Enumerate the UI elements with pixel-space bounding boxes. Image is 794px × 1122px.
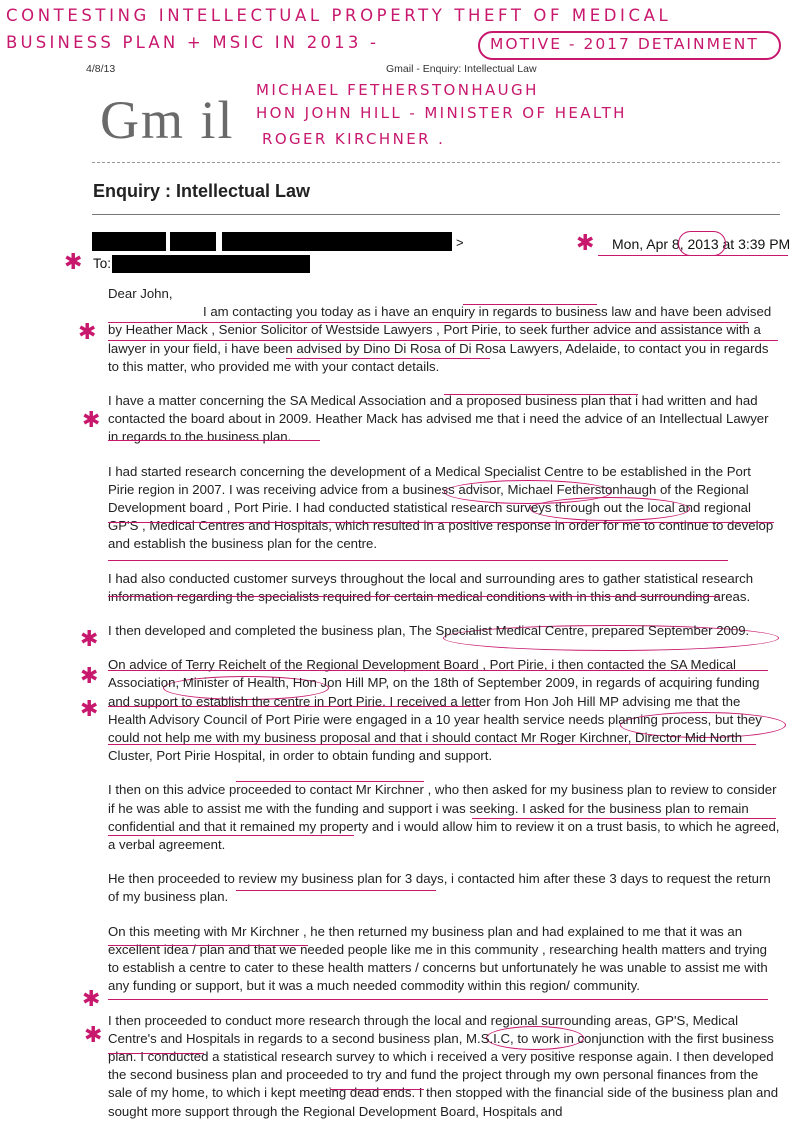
print-page-title: Gmail - Enquiry: Intellectual Law [386, 63, 537, 75]
underline-trust [472, 818, 776, 819]
underline-business-plan [444, 394, 638, 395]
body-paragraph: I have a matter concerning the SA Medical Association and a proposed business plan that i had written and had contacted the board about in 2009. Heather Mack has advised me that i need the advice of an Intellectual Lawyer in regards to the business plan. [108, 393, 769, 445]
handwritten-name-3: ROGER KIRCHNER . [262, 130, 446, 148]
body-paragraph: I then proceeded to conduct more research through the local and regional surrounding areas, GP'S, Medical Centre's and Hospitals in regards to a second business plan, M.S.I.C, to work in conjunction with the first business plan. I conducted a statistical research survey to which i received a very positive response again. I then developed the second business plan and proceeded to try and fund the project through my own personal finances from the sale of my home, to which i kept meeting dead ends. I then stopped with the financial side of the business plan and sought more support through the Regional Development Board, Hospitals and [108, 1012, 779, 1119]
underline-review [236, 890, 436, 891]
ink-star-date: ✱ [576, 231, 595, 256]
date-underline [598, 255, 788, 256]
handwritten-motive-note: MOTIVE - 2017 DETAINMENT [490, 35, 759, 53]
underline-regional-board [108, 522, 774, 523]
underline-meeting [108, 945, 308, 946]
handwritten-name-1: MICHAEL FETHERSTONHAUGH [256, 81, 539, 99]
email-subject: Enquiry : Intellectual Law [93, 181, 311, 201]
ink-star-para10: ✱ [84, 1023, 103, 1048]
redacted-recipient [112, 255, 310, 273]
sender-bracket: > [456, 235, 464, 250]
underline-heather-mack [108, 322, 748, 323]
to-label: To: [93, 256, 112, 271]
header-divider [92, 162, 780, 163]
motive-circle [478, 31, 781, 60]
body-paragraph: He then proceeded to review my business plan for 3 days, i contacted him after these 3 days to request the return of my business plan. [108, 871, 771, 905]
body-paragraph: On this meeting with Mr Kirchner , he then returned my business plan and had explained to me that it was an excellent idea / plan and that we needed people like me in this community , researching health matters and trying to establish a centre to cater to these health matters / concerns but unfortunately he was unable to assist me with any funding or support, but it was a much needed commodity within this region/ community. [108, 923, 768, 994]
body-paragraph: I then developed and completed the business plan, The Specialist Medical Centre, prepared September 2009. [108, 623, 750, 639]
gmail-logo: Gm il [100, 90, 235, 150]
body-paragraph: I then on this advice proceeded to contact Mr Kirchner , who then asked for my business plan to review to consider if he was able to assist me with the funding and support i was seeking. I asked for the business plan to remain confidential and that it remained my property and i would allow him to review it on a trust basis, to which he agreed, a verbal agreement. [108, 782, 780, 853]
redacted-sender-first [92, 232, 166, 251]
underline-research [108, 596, 720, 597]
underline-unable [108, 999, 768, 1000]
underline-director [108, 744, 756, 745]
underline-surveys [108, 560, 728, 561]
underline-di-rosa [108, 340, 778, 341]
underline-contact-details [286, 358, 490, 359]
redacted-sender-email [222, 232, 452, 251]
ink-star-para9: ✱ [82, 987, 101, 1012]
email-body [108, 285, 780, 1122]
underline-first-plan [108, 1053, 204, 1054]
underline-lawyer [108, 440, 320, 441]
underline-contact-kirchner [236, 781, 424, 782]
greeting: Dear John, [108, 286, 173, 301]
underline-terry-reichelt [108, 670, 768, 671]
handwritten-subtitle-line: BUSINESS PLAN + MSIC IN 2013 - [6, 33, 380, 52]
underline-business-law [463, 304, 597, 305]
redacted-sender-last [170, 232, 216, 251]
email-sent-date: Mon, Apr 8, 2013 at 3:39 PM [612, 236, 791, 252]
ink-star-para6b: ✱ [80, 697, 99, 722]
ink-star-para1: ✱ [78, 320, 97, 345]
year-circle [678, 231, 726, 256]
body-paragraph: On advice of Terry Reichelt of the Regional Development Board , Port Pirie, i then contacted the SA Medical Association, Minister of Health, Hon Jon Hill MP, on the 18th of September 2009, in regards of acquiring funding and support to establish the centre in Port Pirie. I received a letter from Hon Joh Hill MP advising me that the Health Advisory Council of Port Pirie were engaged in a 10 year health service needs planning process, but they could not help me with my business proposal and that i should contact Mr Roger Kirchner, Director Mid North Cluster, Port Pirie Hospital, in order to obtain funding and support. [108, 657, 762, 764]
underline-sale-home [330, 1089, 424, 1090]
body-paragraph: I had started research concerning the development of a Medical Specialist Centre to be established in the Port Pirie region in 2007. I was receiving advice from a business advisor, Michael Fetherstonhaugh of the Regional Development board , Port Pirie. I had conducted statistical research surveys through out the local and regional GP'S , Medical Centres and Hospitals, which resulted in a positive response in order for me to continue to develop and establish the business plan for the centre. [108, 463, 774, 552]
body-paragraph: I had also conducted customer surveys throughout the local and surrounding ares to gather statistical research information regarding the specialists required for certain medical conditions with in this and surrounding areas. [108, 570, 754, 604]
ink-star-para2: ✱ [82, 408, 101, 433]
print-date: 4/8/13 [86, 63, 116, 75]
underline-verbal [108, 835, 354, 836]
subject-divider [92, 214, 780, 215]
ink-star-para6a: ✱ [80, 664, 99, 689]
ink-star-para5: ✱ [80, 627, 99, 652]
underline-funding [108, 706, 480, 707]
body-paragraph: I am contacting you today as i have an enquiry in regards to business law and have been advised by Heather Mack , Senior Solicitor of Westside Lawyers , Port Pirie, to seek further advice and assistance with a lawyer in your field, i have been advised by Dino Di Rosa of Di Rosa Lawyers, Adelaide, to contact you in regards to this matter, who provided me with your contact details. [108, 304, 772, 374]
ink-star-to: ✱ [64, 250, 83, 275]
handwritten-name-2: HON JOHN HILL - MINISTER OF HEALTH [256, 104, 627, 122]
handwritten-title-line: CONTESTING INTELLECTUAL PROPERTY THEFT OF MEDICAL [6, 6, 672, 25]
